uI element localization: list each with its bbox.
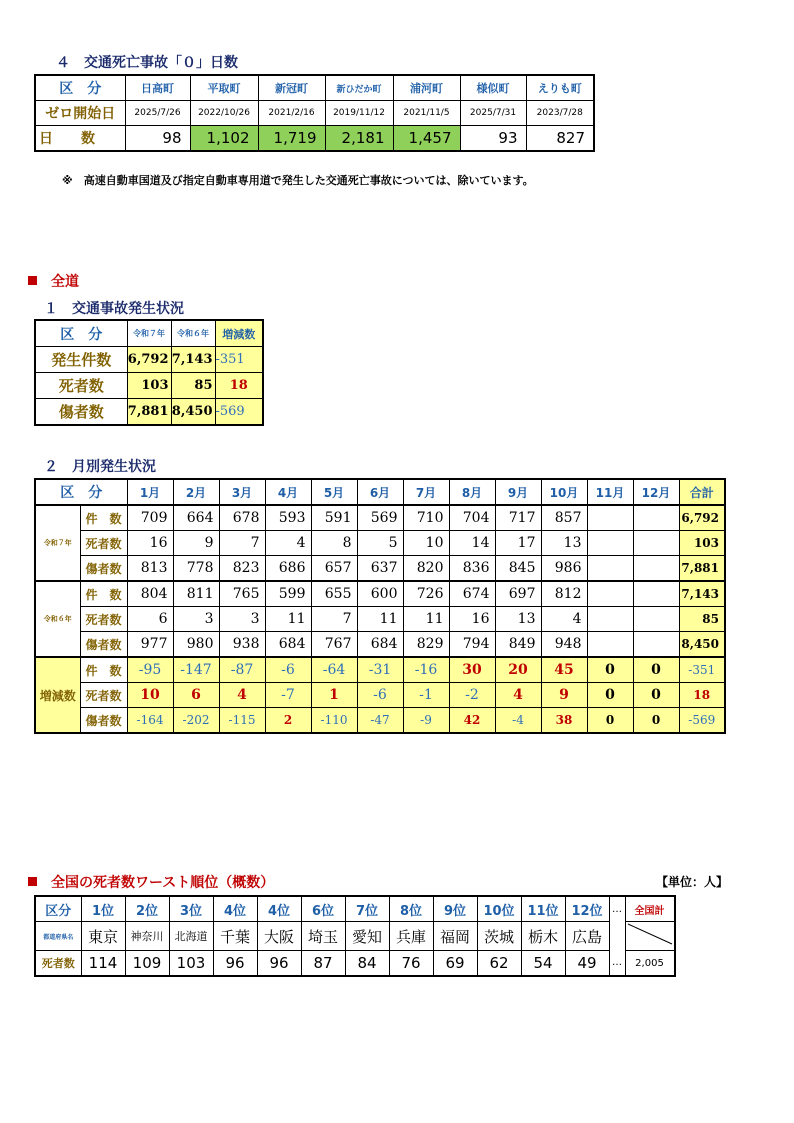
death-count: 96 <box>257 951 301 977</box>
prefecture-name: 神奈川 <box>125 922 169 951</box>
month-value: 593 <box>265 505 311 531</box>
rank-header: 4位 <box>257 896 301 922</box>
month-value: 794 <box>449 632 495 658</box>
death-count: 96 <box>213 951 257 977</box>
town-name: 平取町 <box>190 75 258 101</box>
month-value: 986 <box>541 556 587 582</box>
s1-value: 7,881 <box>127 399 171 426</box>
zero-days-value: 98 <box>125 126 190 152</box>
start-date: 2021/11/5 <box>393 101 460 126</box>
prefecture-name: 北海道 <box>169 922 213 951</box>
start-date: 2019/11/12 <box>325 101 393 126</box>
national-total: 2,005 <box>625 951 675 977</box>
town-name: えりも町 <box>526 75 594 101</box>
month-value: -16 <box>403 657 449 683</box>
s1-diff: -569 <box>215 399 263 426</box>
month-value: 849 <box>495 632 541 658</box>
rank-header: 1位 <box>81 896 125 922</box>
month-value: 599 <box>265 581 311 607</box>
ellipsis: … <box>609 951 625 977</box>
town-name: 浦河町 <box>393 75 460 101</box>
month-value <box>587 531 633 556</box>
sec4-title: ４ 交通死亡事故「０」日数 <box>56 55 238 71</box>
start-date: 2023/7/28 <box>526 101 594 126</box>
month-header: 10月 <box>541 479 587 505</box>
row-label: 件 数 <box>80 505 127 531</box>
month-value: -47 <box>357 708 403 734</box>
month-header: 5月 <box>311 479 357 505</box>
month-value <box>633 607 679 632</box>
prefecture-name: 兵庫 <box>389 922 433 951</box>
prefecture-name: 大阪 <box>257 922 301 951</box>
month-value: 637 <box>357 556 403 582</box>
prefecture-name: 広島 <box>565 922 609 951</box>
month-header: 7月 <box>403 479 449 505</box>
rank-header: 2位 <box>125 896 169 922</box>
month-value: 684 <box>265 632 311 658</box>
month-value: 8 <box>311 531 357 556</box>
group-label: 令和７年 <box>35 505 80 581</box>
month-value: 0 <box>633 657 679 683</box>
total-header: 全国計 <box>625 896 675 922</box>
month-value: 6 <box>173 683 219 708</box>
month-value: 938 <box>219 632 265 658</box>
month-value: 812 <box>541 581 587 607</box>
month-value <box>633 556 679 582</box>
month-value: 684 <box>357 632 403 658</box>
month-value <box>587 505 633 531</box>
month-value: -95 <box>127 657 173 683</box>
month-value <box>587 607 633 632</box>
death-count: 62 <box>477 951 521 977</box>
row-total: -569 <box>679 708 725 734</box>
accident-summary-table <box>34 319 264 426</box>
start-date: 2025/7/31 <box>460 101 526 126</box>
row-label: 傷者数 <box>80 632 127 658</box>
row-total: 18 <box>679 683 725 708</box>
s1-header: 区 分 <box>35 320 127 347</box>
month-value: 4 <box>219 683 265 708</box>
prefecture-name: 茨城 <box>477 922 521 951</box>
month-value: 0 <box>587 683 633 708</box>
prefecture-name: 愛知 <box>345 922 389 951</box>
month-value: 820 <box>403 556 449 582</box>
month-value: -6 <box>265 657 311 683</box>
month-value: -110 <box>311 708 357 734</box>
rank-header: 7位 <box>345 896 389 922</box>
row-total: 103 <box>679 531 725 556</box>
zero-days-value: 93 <box>460 126 526 152</box>
row-total: 8,450 <box>679 632 725 658</box>
prefecture-name: 栃木 <box>521 922 565 951</box>
month-value: 4 <box>541 607 587 632</box>
month-value: 813 <box>127 556 173 582</box>
prefecture-name: 埼玉 <box>301 922 345 951</box>
town-name: 様似町 <box>460 75 526 101</box>
month-value: 45 <box>541 657 587 683</box>
header-label: 区 分 <box>35 75 125 101</box>
month-value: 38 <box>541 708 587 734</box>
month-value: 42 <box>449 708 495 734</box>
month-value: 7 <box>219 531 265 556</box>
month-value: 829 <box>403 632 449 658</box>
month-value: 11 <box>357 607 403 632</box>
death-count: 109 <box>125 951 169 977</box>
month-value: 717 <box>495 505 541 531</box>
row-total: 7,143 <box>679 581 725 607</box>
prefecture-name: 福岡 <box>433 922 477 951</box>
month-value <box>633 632 679 658</box>
month-value: 13 <box>495 607 541 632</box>
month-value: -7 <box>265 683 311 708</box>
month-value: -31 <box>357 657 403 683</box>
monthly-table <box>34 478 726 734</box>
rank-header: 9位 <box>433 896 477 922</box>
s1-value: 6,792 <box>127 347 171 373</box>
month-value: 16 <box>449 607 495 632</box>
month-header: 9月 <box>495 479 541 505</box>
diagonal-line-icon <box>626 922 674 946</box>
total-header: 合計 <box>679 479 725 505</box>
month-value: -2 <box>449 683 495 708</box>
month-value: 10 <box>403 531 449 556</box>
month-value: 0 <box>587 708 633 734</box>
month-value: -64 <box>311 657 357 683</box>
month-value: 569 <box>357 505 403 531</box>
month-value: 948 <box>541 632 587 658</box>
month-value: 657 <box>311 556 357 582</box>
s2-title: ２ 月別発生状況 <box>44 459 156 475</box>
row-total: 6,792 <box>679 505 725 531</box>
row-label: 件 数 <box>80 657 127 683</box>
month-value: 600 <box>357 581 403 607</box>
month-value: 804 <box>127 581 173 607</box>
row-total: 7,881 <box>679 556 725 582</box>
month-value: 3 <box>219 607 265 632</box>
death-count: 84 <box>345 951 389 977</box>
month-value: 9 <box>173 531 219 556</box>
worst-heading: 全国の死者数ワースト順位（概数） <box>28 872 274 892</box>
month-value: 17 <box>495 531 541 556</box>
rank-header: 11位 <box>521 896 565 922</box>
month-value: 14 <box>449 531 495 556</box>
month-value: 591 <box>311 505 357 531</box>
month-value: 9 <box>541 683 587 708</box>
month-value: 726 <box>403 581 449 607</box>
month-value: 836 <box>449 556 495 582</box>
row-total: -351 <box>679 657 725 683</box>
month-value: 664 <box>173 505 219 531</box>
s1-header: 令和６年 <box>171 320 215 347</box>
rank-header: 6位 <box>301 896 345 922</box>
s1-header: 増減数 <box>215 320 263 347</box>
start-date: 2025/7/26 <box>125 101 190 126</box>
month-value <box>633 581 679 607</box>
month-header: 11月 <box>587 479 633 505</box>
month-value: 20 <box>495 657 541 683</box>
row-label: 死者数 <box>80 683 127 708</box>
prefecture-name: 千葉 <box>213 922 257 951</box>
group-label: 増減数 <box>35 657 80 733</box>
death-count: 103 <box>169 951 213 977</box>
month-header: 6月 <box>357 479 403 505</box>
s1-row-label: 傷者数 <box>35 399 127 426</box>
town-name: 新ひだか町 <box>325 75 393 101</box>
month-header: 12月 <box>633 479 679 505</box>
month-value: 7 <box>311 607 357 632</box>
month-header: 1月 <box>127 479 173 505</box>
month-value: 13 <box>541 531 587 556</box>
death-count: 114 <box>81 951 125 977</box>
month-value <box>633 531 679 556</box>
month-value: 765 <box>219 581 265 607</box>
month-value <box>633 505 679 531</box>
worst-header-label: 区分 <box>35 896 81 922</box>
sec4-note: ※ 高速自動車国道及び指定自動車専用道で発生した交通死亡事故については、除いています。 <box>62 174 534 187</box>
month-value: 11 <box>265 607 311 632</box>
death-count: 54 <box>521 951 565 977</box>
s1-row-label: 発生件数 <box>35 347 127 373</box>
month-value: -115 <box>219 708 265 734</box>
month-value: 11 <box>403 607 449 632</box>
month-value: 0 <box>587 657 633 683</box>
month-value: 655 <box>311 581 357 607</box>
row-label: 傷者数 <box>80 556 127 582</box>
rank-header: 12位 <box>565 896 609 922</box>
month-value: 857 <box>541 505 587 531</box>
month-value: 823 <box>219 556 265 582</box>
month-value: 6 <box>127 607 173 632</box>
month-value: 10 <box>127 683 173 708</box>
s1-row-label: 死者数 <box>35 373 127 399</box>
month-value: 0 <box>633 683 679 708</box>
month-value: 0 <box>633 708 679 734</box>
s1-value: 103 <box>127 373 171 399</box>
month-value: 845 <box>495 556 541 582</box>
month-header: 2月 <box>173 479 219 505</box>
zero-days-value: 2,181 <box>325 126 393 152</box>
month-value: 678 <box>219 505 265 531</box>
month-value: -147 <box>173 657 219 683</box>
month-value <box>587 632 633 658</box>
month-value: 697 <box>495 581 541 607</box>
s2-header-label: 区 分 <box>35 479 127 505</box>
month-value: 980 <box>173 632 219 658</box>
zero-days-value: 1,457 <box>393 126 460 152</box>
town-name: 新冠町 <box>258 75 325 101</box>
month-value: 16 <box>127 531 173 556</box>
death-count: 76 <box>389 951 433 977</box>
unit-label: 【単位：人】 <box>656 875 729 889</box>
row-label: 件 数 <box>80 581 127 607</box>
rank-header: 3位 <box>169 896 213 922</box>
month-value: 4 <box>495 683 541 708</box>
rank-header: 10位 <box>477 896 521 922</box>
deaths-label: 死者数 <box>35 951 81 977</box>
month-value <box>587 581 633 607</box>
month-value: -87 <box>219 657 265 683</box>
month-value: -164 <box>127 708 173 734</box>
start-date-label: ゼロ開始日 <box>35 101 125 126</box>
s1-value: 85 <box>171 373 215 399</box>
month-value: 704 <box>449 505 495 531</box>
rank-header: 4位 <box>213 896 257 922</box>
s1-diff: 18 <box>215 373 263 399</box>
s1-value: 7,143 <box>171 347 215 373</box>
group-label: 令和６年 <box>35 581 80 657</box>
ellipsis: … <box>609 896 625 922</box>
month-value: 709 <box>127 505 173 531</box>
row-label: 傷者数 <box>80 708 127 734</box>
s1-header: 令和７年 <box>127 320 171 347</box>
month-value: 977 <box>127 632 173 658</box>
days-label: 日 数 <box>35 126 125 152</box>
s1-diff: -351 <box>215 347 263 373</box>
row-total: 85 <box>679 607 725 632</box>
s1-value: 8,450 <box>171 399 215 426</box>
death-count: 87 <box>301 951 345 977</box>
start-date: 2022/10/26 <box>190 101 258 126</box>
town-name: 日高町 <box>125 75 190 101</box>
month-value: 3 <box>173 607 219 632</box>
slash-cell <box>625 922 675 951</box>
month-value: 674 <box>449 581 495 607</box>
month-value: -9 <box>403 708 449 734</box>
month-value: 5 <box>357 531 403 556</box>
month-value: -6 <box>357 683 403 708</box>
month-value: 4 <box>265 531 311 556</box>
square-bullet-icon <box>28 276 37 285</box>
zero-days-value: 1,719 <box>258 126 325 152</box>
prefecture-name: 東京 <box>81 922 125 951</box>
zero-days-value: 827 <box>526 126 594 152</box>
month-value: 710 <box>403 505 449 531</box>
month-value: 778 <box>173 556 219 582</box>
month-value: -4 <box>495 708 541 734</box>
month-header: 4月 <box>265 479 311 505</box>
whole-heading: 全道 <box>28 271 79 291</box>
worst-ranking-table <box>34 895 676 977</box>
square-bullet-icon <box>28 877 37 886</box>
pref-label: 都道府県名 <box>35 922 81 951</box>
month-value: 811 <box>173 581 219 607</box>
row-label: 死者数 <box>80 607 127 632</box>
month-value: -1 <box>403 683 449 708</box>
month-header: 3月 <box>219 479 265 505</box>
death-count: 49 <box>565 951 609 977</box>
month-value: 1 <box>311 683 357 708</box>
s1-title: １ 交通事故発生状況 <box>44 301 184 317</box>
month-value: 30 <box>449 657 495 683</box>
zero-days-table <box>34 74 595 152</box>
month-value: 2 <box>265 708 311 734</box>
death-count: 69 <box>433 951 477 977</box>
month-value <box>587 556 633 582</box>
month-value: 686 <box>265 556 311 582</box>
rank-header: 8位 <box>389 896 433 922</box>
zero-days-value: 1,102 <box>190 126 258 152</box>
ellipsis-spacer <box>609 922 625 951</box>
month-value: -202 <box>173 708 219 734</box>
month-value: 767 <box>311 632 357 658</box>
row-label: 死者数 <box>80 531 127 556</box>
start-date: 2021/2/16 <box>258 101 325 126</box>
month-header: 8月 <box>449 479 495 505</box>
